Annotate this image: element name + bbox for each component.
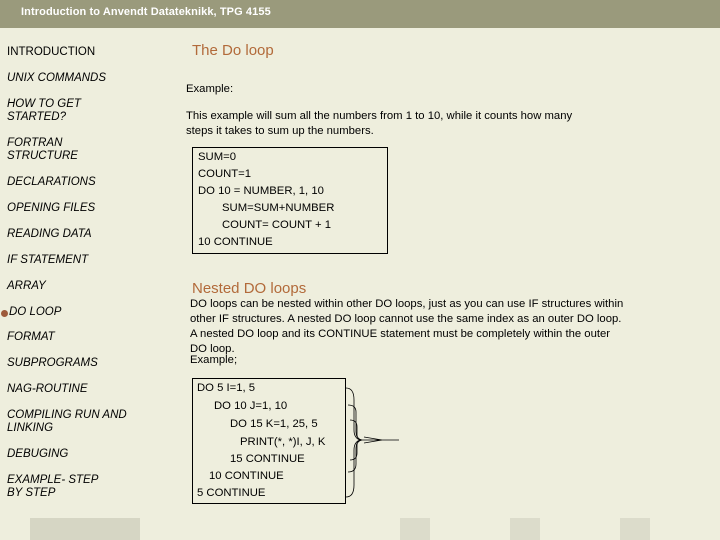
code-line: 10 CONTINUE: [209, 470, 284, 482]
title-bar: [0, 0, 720, 28]
sidebar-item-array[interactable]: ARRAY: [7, 280, 46, 292]
sidebar-item-if-statement[interactable]: IF STATEMENT: [7, 254, 89, 266]
code-line: SUM=0: [198, 151, 236, 163]
code-line: DO 10 = NUMBER, 1, 10: [198, 185, 324, 197]
code-line: 5 CONTINUE: [197, 487, 266, 499]
code-line: DO 10 J=1, 10: [214, 400, 288, 412]
footer-logo-mid2: [510, 518, 540, 540]
nested-braces-icon: [344, 380, 404, 505]
sidebar-item-compiling-run-linking[interactable]: COMPILING RUN AND LINKING: [7, 409, 127, 434]
nested-title: Nested DO loops: [192, 280, 307, 297]
sidebar-item-how-to-get-started[interactable]: HOW TO GET STARTED?: [7, 98, 81, 123]
nested-example-label: Example;: [190, 354, 238, 366]
code-example-box: [192, 147, 388, 254]
sidebar-item-nag-routine[interactable]: NAG-ROUTINE: [7, 383, 88, 395]
description-text: This example will sum all the numbers from 1 to 10, while it counts how many steps it takes to sum up the numbers.: [186, 110, 573, 137]
sidebar-item-debuging[interactable]: DEBUGING: [7, 448, 69, 460]
sidebar-item-example-step-by-step[interactable]: EXAMPLE- STEP BY STEP: [7, 474, 98, 499]
sidebar-item-unix-commands[interactable]: UNIX COMMANDS: [7, 72, 107, 84]
sidebar-item-reading-data[interactable]: READING DATA: [7, 228, 92, 240]
code-line: DO 5 I=1, 5: [197, 382, 256, 394]
sidebar-item-declarations[interactable]: DECLARATIONS: [7, 176, 96, 188]
footer-logo-mid: [400, 518, 430, 540]
code-line: COUNT=1: [198, 168, 252, 180]
code-line: COUNT= COUNT + 1: [222, 219, 332, 231]
example-label: Example:: [186, 83, 234, 95]
window-title: Introduction to Anvendt Datateknikk, TPG 4155: [21, 6, 271, 18]
nested-description: DO loops can be nested within other DO loops, just as you can use IF structures within other IF structures. A nested DO loop cannot use the same index as an outer DO loop. A nested DO loop and its CONTINUE statement must be completely within the outer DO loop.: [190, 298, 624, 355]
footer-logo-right: [620, 518, 650, 540]
sidebar-item-subprograms[interactable]: SUBPROGRAMS: [7, 357, 98, 369]
code-line: PRINT(*, *)I, J, K: [240, 436, 326, 448]
code-line: DO 15 K=1, 25, 5: [230, 418, 318, 430]
footer-logo: [30, 518, 140, 540]
sidebar-item-fortran-structure[interactable]: FORTRAN STRUCTURE: [7, 137, 78, 162]
code-line: SUM=SUM+NUMBER: [222, 202, 335, 214]
code-line: 15 CONTINUE: [230, 453, 305, 465]
nested-code-box: [192, 378, 346, 504]
code-line: 10 CONTINUE: [198, 236, 273, 248]
sidebar-item-introduction[interactable]: INTRODUCTION: [7, 46, 96, 58]
sidebar-item-opening-files[interactable]: OPENING FILES: [7, 202, 96, 214]
page-title: The Do loop: [192, 42, 274, 59]
sidebar-item-format[interactable]: FORMAT: [7, 331, 55, 343]
sidebar-item-do-loop[interactable]: DO LOOP: [9, 306, 62, 318]
current-item-bullet-icon: [1, 310, 8, 317]
